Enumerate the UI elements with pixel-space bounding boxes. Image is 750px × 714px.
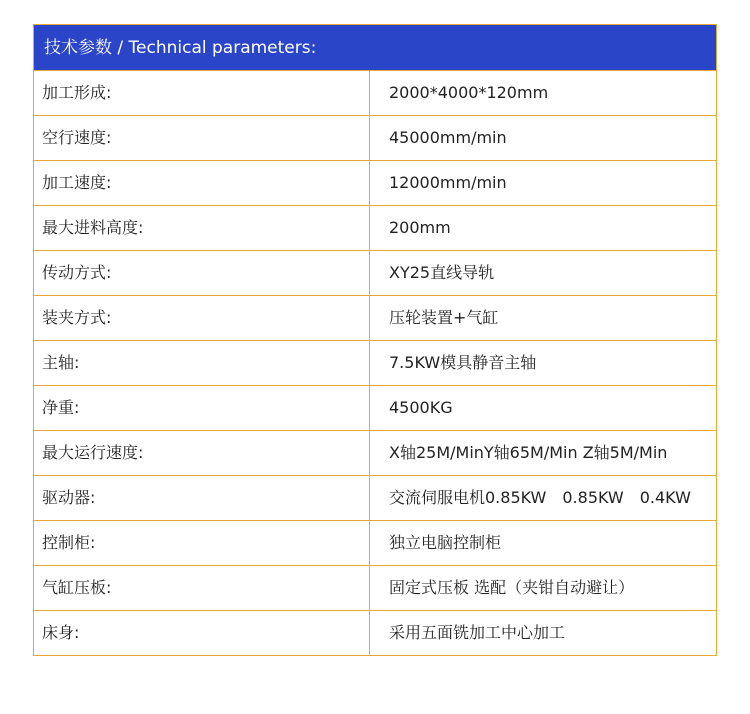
row-value: 2000*4000*120mm xyxy=(389,83,549,102)
row-label: 传动方式: xyxy=(34,251,370,295)
row-value: 压轮装置+气缸 xyxy=(389,308,499,327)
table-row xyxy=(34,521,716,566)
row-label: 加工速度: xyxy=(34,161,370,205)
table-row xyxy=(34,206,716,251)
row-value: X轴25M/MinY轴65M/Min Z轴5M/Min xyxy=(389,443,668,462)
row-label: 最大进料高度: xyxy=(34,206,370,250)
row-value: 200mm xyxy=(389,218,451,237)
row-value: 4500KG xyxy=(389,398,453,417)
table-row xyxy=(34,611,716,655)
row-value: 交流伺服电机0.85KW 0.85KW 0.4KW xyxy=(389,488,691,507)
table-row xyxy=(34,251,716,296)
row-label: 空行速度: xyxy=(34,116,370,160)
table-row xyxy=(34,476,716,521)
row-label: 驱动器: xyxy=(34,476,370,520)
row-value: 45000mm/min xyxy=(389,128,507,147)
technical-parameters-table xyxy=(33,24,717,656)
row-value: XY25直线导轨 xyxy=(389,263,495,282)
table-title: 技术参数 / Technical parameters: xyxy=(34,25,716,71)
row-label: 主轴: xyxy=(34,341,370,385)
table-row xyxy=(34,71,716,116)
table-row xyxy=(34,386,716,431)
row-label: 床身: xyxy=(34,611,370,655)
table-row xyxy=(34,116,716,161)
table-row xyxy=(34,341,716,386)
row-value: 7.5KW模具静音主轴 xyxy=(389,353,537,372)
row-label: 控制柜: xyxy=(34,521,370,565)
row-value: 采用五面铣加工中心加工 xyxy=(389,623,566,642)
row-value: 12000mm/min xyxy=(389,173,507,192)
table-row xyxy=(34,161,716,206)
table-row xyxy=(34,431,716,476)
row-value: 独立电脑控制柜 xyxy=(389,533,502,552)
row-label: 净重: xyxy=(34,386,370,430)
row-label: 最大运行速度: xyxy=(34,431,370,475)
row-label: 装夹方式: xyxy=(34,296,370,340)
table-row xyxy=(34,296,716,341)
row-label: 气缸压板: xyxy=(34,566,370,610)
row-value: 固定式压板 选配（夹钳自动避让） xyxy=(389,578,635,597)
row-label: 加工形成: xyxy=(34,71,370,115)
table-row xyxy=(34,566,716,611)
